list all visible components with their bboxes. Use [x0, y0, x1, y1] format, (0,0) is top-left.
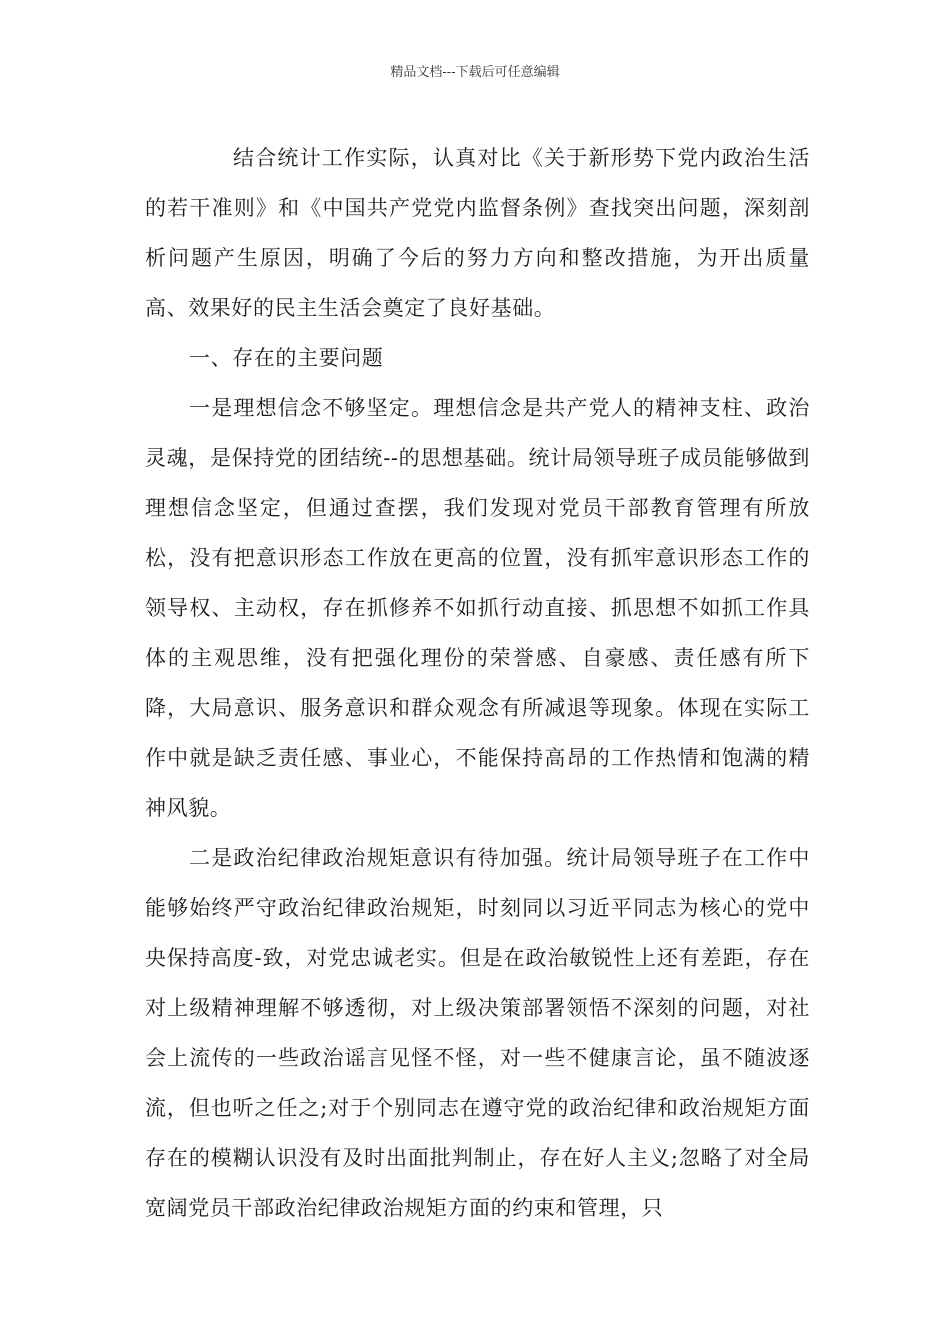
paragraph-issue-two: 二是政治纪律政治规矩意识有待加强。统计局领导班子在工作中能够始终严守政治纪律政治规矩，时刻同以习近平同志为核心的党中央保持高度-致，对党忠诚老实。但是在政治敏锐性上还有差距，存在对上级精神理解不够透彻，对上级决策部署领悟不深刻的问题，对社会上流传的一些政治谣言见怪不怪，对一些不健康言论，虽不随波逐流，但也听之任之;对于个别同志在遵守党的政治纪律和政治规矩方面存在的模糊认识没有及时出面批判制止，存在好人主义;忽略了对全局宽阔党员干部政治纪律政治规矩方面的约束和管理，只: [145, 846, 810, 1220]
document-body: [145, 133, 810, 1233]
page-header: 精品文档---下载后可任意编辑: [390, 65, 560, 80]
paragraph-intro: 结合统计工作实际，认真对比《关于新形势下党内政治生活的若干准则》和《中国共产党党内监督条例》查找突出问题，深刻剖析问题产生原因，明确了今后的努力方向和整改措施，为开出质量高、效果好的民主生活会奠定了良好基础。: [145, 146, 810, 320]
section-heading: 一、存在的主要问题: [189, 346, 384, 370]
paragraph-issue-one: 一是理想信念不够坚定。理想信念是共产党人的精神支柱、政治灵魂，是保持党的团结统--的思想基础。统计局领导班子成员能够做到理想信念坚定，但通过查摆，我们发现对党员干部教育管理有所放松，没有把意识形态工作放在更高的位置，没有抓牢意识形态工作的领导权、主动权，存在抓修养不如抓行动直接、抓思想不如抓工作具体的主观思维，没有把强化理份的荣誉感、自豪感、责任感有所下降，大局意识、服务意识和群众观念有所减退等现象。体现在实际工作中就是缺乏责任感、事业心，不能保持高昂的工作热情和饱满的精神风貌。: [145, 396, 810, 820]
